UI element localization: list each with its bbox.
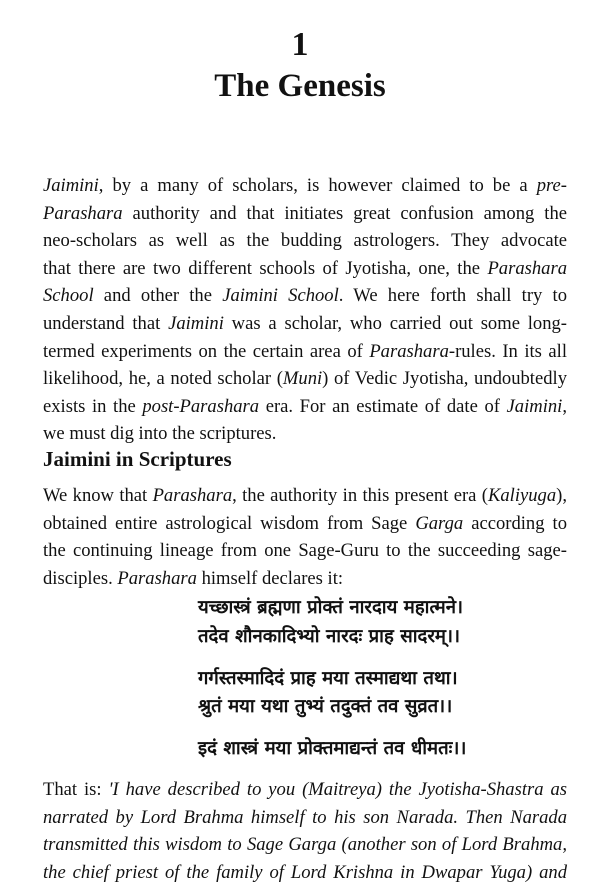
italic-text-run: School (43, 285, 94, 307)
text-run: We know that (43, 485, 153, 506)
text-run: neo-scholars as well as the budding astrologers. They advocate (43, 230, 567, 252)
text-run: , by a many of scholars, is however claimed to be a (98, 175, 537, 196)
text-line (43, 510, 567, 538)
text-run: ) of Vedic Jyotisha, undoubtedly (322, 368, 567, 390)
text-line (43, 227, 567, 255)
text-line (43, 338, 567, 366)
text-run: That is: (43, 779, 109, 800)
italic-text-run: Jaimini School (222, 285, 339, 307)
italic-text-run: Kaliyuga (487, 485, 557, 506)
text-run: we must dig into the scriptures. (43, 423, 277, 445)
text-line (43, 365, 567, 393)
text-run: exists in the (43, 395, 143, 417)
italic-text-run: the chief priest of the family of Lord Krishna in Dwapar Yuga) and (43, 861, 567, 883)
text-run: himself declares it: (196, 567, 344, 589)
verse-line: गर्गस्तस्मादिदं प्राह मया तस्माद्यथा तथा। (198, 668, 458, 689)
paragraph-translation (43, 776, 567, 886)
italic-text-run: Jaimini (43, 175, 99, 196)
italic-text-run: pre- (536, 175, 567, 196)
verse-line: श्रुतं मया यथा तुभ्यं तदुक्तं तव सुव्रत।। (198, 696, 453, 717)
text-line (43, 310, 567, 338)
text-run: the continuing lineage from one Sage-Guru to the succeeding sage- (43, 540, 567, 562)
italic-text-run: 'I have described to you (Maitreya) the Jyotisha-Shastra as (108, 779, 567, 800)
italic-text-run: Garga (415, 512, 464, 534)
text-run: and other the (93, 285, 223, 307)
italic-text-run: Parashara (43, 202, 123, 224)
chapter-title: The Genesis (214, 68, 386, 104)
verse-line: तदेव शौनकादिभ्यो नारदः प्राह सादरम्।। (198, 626, 460, 647)
text-line (43, 859, 567, 886)
italic-text-run: Muni (282, 368, 323, 390)
text-run: understand that (43, 312, 169, 334)
verse-line: इदं शास्त्रं मया प्रोक्तमाद्यन्तं तव धीमतः।। (198, 738, 467, 759)
text-run: , the authority in this present era ( (232, 485, 488, 506)
text-run: according to (463, 512, 567, 534)
text-run: obtained entire astrological wisdom from Sage (43, 512, 416, 534)
text-run: was a scholar, who carried out some long- (223, 312, 567, 334)
text-run: , (562, 395, 567, 417)
text-line (43, 200, 567, 228)
text-line (43, 420, 567, 448)
italic-text-run: Parashara (369, 340, 449, 362)
paragraph-intro (43, 172, 567, 448)
text-run: era. For an estimate of date of (259, 395, 507, 417)
text-run: -rules. In its all (448, 340, 567, 362)
text-line (43, 565, 567, 593)
text-line (43, 393, 567, 421)
text-line (43, 776, 567, 804)
italic-text-run: Parashara (117, 567, 197, 589)
chapter-number: 1 (291, 26, 309, 63)
text-line (43, 172, 567, 200)
text-run: likelihood, he, a noted scholar ( (43, 368, 283, 390)
text-line (43, 537, 567, 565)
text-line (43, 255, 567, 283)
italic-text-run: Jaimini (168, 312, 224, 334)
text-run: authority and that initiates great confusion among the (122, 202, 567, 224)
italic-text-run: Parashara (487, 257, 567, 279)
text-line (43, 831, 567, 859)
italic-text-run: narrated by Lord Brahma himself to his son Narada. Then Narada (43, 806, 567, 828)
text-run: disciples. (43, 567, 118, 589)
text-line (43, 482, 567, 510)
paragraph-lineage (43, 482, 567, 592)
text-run: termed experiments on the certain area of (43, 340, 370, 362)
italic-text-run: Parashara (152, 485, 233, 506)
text-run: . We here forth shall try to (338, 285, 567, 307)
text-line (43, 282, 567, 310)
text-run: that there are two different schools of Jyotisha, one, the (43, 257, 488, 279)
italic-text-run: transmitted this wisdom to Sage Garga (another son of Lord Brahma, (43, 834, 567, 856)
italic-text-run: Jaimini (506, 395, 563, 417)
text-line (43, 804, 567, 832)
text-run: ), (556, 485, 567, 506)
italic-text-run: post-Parashara (142, 395, 260, 417)
verse-line: यच्छास्त्रं ब्रह्मणा प्रोक्तं नारदाय महात्मने। (198, 597, 463, 618)
section-heading: Jaimini in Scriptures (43, 447, 232, 471)
